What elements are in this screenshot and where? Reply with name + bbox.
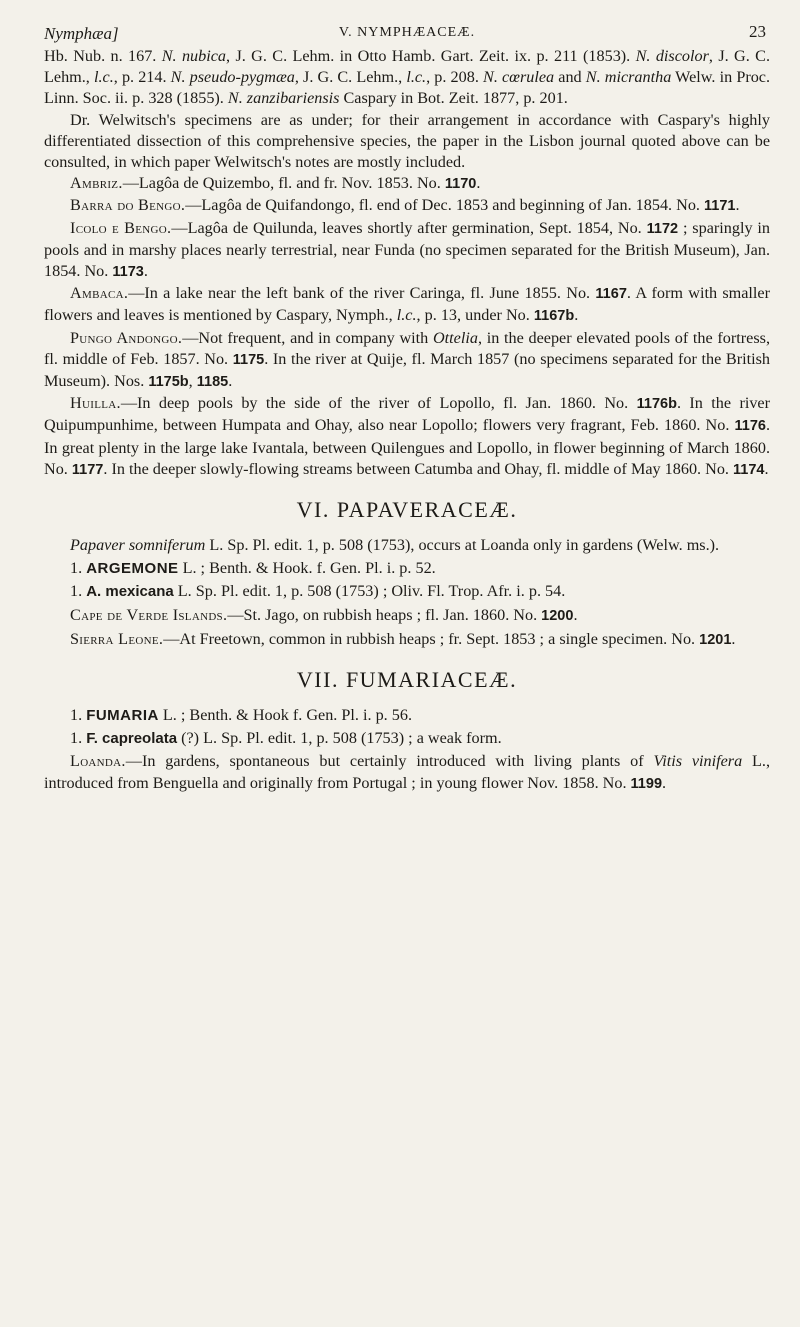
locality-sierra-leone: Sierra Leone.—At Freetown, common in rubbish heaps ; fr. Sept. 1853 ; a single specimen. No. 1201. bbox=[70, 629, 736, 648]
genus-heading-argemone: 1. ARGEMONE L. ; Benth. & Hook. f. Gen. Pl. i. p. 52. bbox=[70, 559, 436, 578]
page-number: 23 bbox=[749, 22, 766, 41]
locality-ambaca: Ambaca.—In a lake near the left bank of the river Caringa, fl. June 1855. No. 1167. A form with smaller flowers and leaves is mentioned by Caspary, Nymph., l.c., p. 13, under No. 1167b. bbox=[44, 284, 771, 325]
genus-heading-fumaria: 1. FUMARIA L. ; Benth. & Hook f. Gen. Pl. i. p. 56. bbox=[70, 706, 412, 725]
section-heading-fumariaceae: VII. FUMARIACEÆ. bbox=[296, 667, 518, 693]
locality-huilla: Huilla.—In deep pools by the side of the river of Lopollo, fl. Jan. 1860. No. 1176b. In the river Quipumpunhime, between Humpata and Ohay, also near Lopollo; flowers very fragrant, Feb. 1860. No. 1176. In great plenty in the large lake Ivantala, between Quilengues and Lopollo, in flower beginning of March 1860. No. 1177. In the deeper slowly-flowing streams between Catumba and Ohay, fl. middle of May 1860. No. 1174. bbox=[44, 394, 771, 478]
locality-icolo-e-bengo: Icolo e Bengo.—Lagôa de Quilunda, leaves shortly after germination, Sept. 1854, No. 1172 ; sparingly in pools and in marshy places nearly terrestrial, near Funda (no specimen separated for the British Museum), Jan. 1854. No. 1173. bbox=[44, 218, 770, 281]
locality-loanda: Loanda.—In gardens, spontaneous but certainly introduced with living plants of Vitis vinifera L., introduced from Benguella and originally from Portugal ; in young flower Nov. 1858. No. 1199. bbox=[44, 752, 771, 792]
locality-cape-de-verde: Cape de Verde Islands.—St. Jago, on rubbish heaps ; fl. Jan. 1860. No. 1200. bbox=[70, 605, 578, 624]
running-head bbox=[44, 20, 770, 46]
locality-barra-do-bengo: Barra do Bengo.—Lagôa de Quifandongo, fl. end of Dec. 1853 and beginning of Jan. 1854. No. 1171. bbox=[70, 196, 740, 215]
running-head-genus: Nymphæa] bbox=[44, 24, 119, 43]
species-heading-argemone-mexicana: 1. A. mexicana L. Sp. Pl. edit. 1, p. 508 (1753) ; Oliv. Fl. Trop. Afr. i. p. 54. bbox=[70, 582, 566, 601]
species-heading-fumaria-capreolata: 1. F. capreolata (?) L. Sp. Pl. edit. 1, p. 508 (1753) ; a weak form. bbox=[70, 729, 502, 748]
section-heading-papaveraceae: VI. PAPAVERACEÆ. bbox=[296, 497, 518, 523]
locality-pungo-andongo: Pungo Andongo.—Not frequent, and in company with Ottelia, in the deeper elevated pools of the fortress, fl. middle of Feb. 1857. No. 1175. In the river at Quije, fl. March 1857 (no specimens separated for the British Museum). Nos. 1175b, 1185. bbox=[44, 328, 771, 391]
papaver-note: Papaver somniferum L. Sp. Pl. edit. 1, p. 508 (1753), occurs at Loanda only in gardens (Welw. ms.). bbox=[70, 536, 720, 555]
running-head-family: V. NYMPHÆACEÆ. bbox=[338, 25, 476, 40]
welwitsch-note-paragraph: Dr. Welwitsch's specimens are as under; for their arrangement in accordance with Caspary's highly differentiated dissection of this comprehensive species, the paper in the Lisbon journal quoted above can be consulted, in which paper Welwitsch's notes are mostly included. bbox=[44, 110, 770, 172]
synonymy-paragraph: Hb. Nub. n. 167. N. nubica, J. G. C. Lehm. in Otto Hamb. Gart. Zeit. ix. p. 211 (1853). N. discolor, J. G. C. Lehm., l.c., p. 214. N. pseudo-pygmæa, J. G. C. Lehm., l.c., p. 208. N. cœrulea and N. micrantha Welw. in Proc. Linn. Soc. ii. p. 328 (1855). N. zanzibariensis Caspary in Bot. Zeit. 1877, p. 201. bbox=[44, 47, 771, 108]
locality-ambriz: Ambriz.—Lagôa de Quizembo, fl. and fr. Nov. 1853. No. 1170. bbox=[70, 174, 481, 193]
